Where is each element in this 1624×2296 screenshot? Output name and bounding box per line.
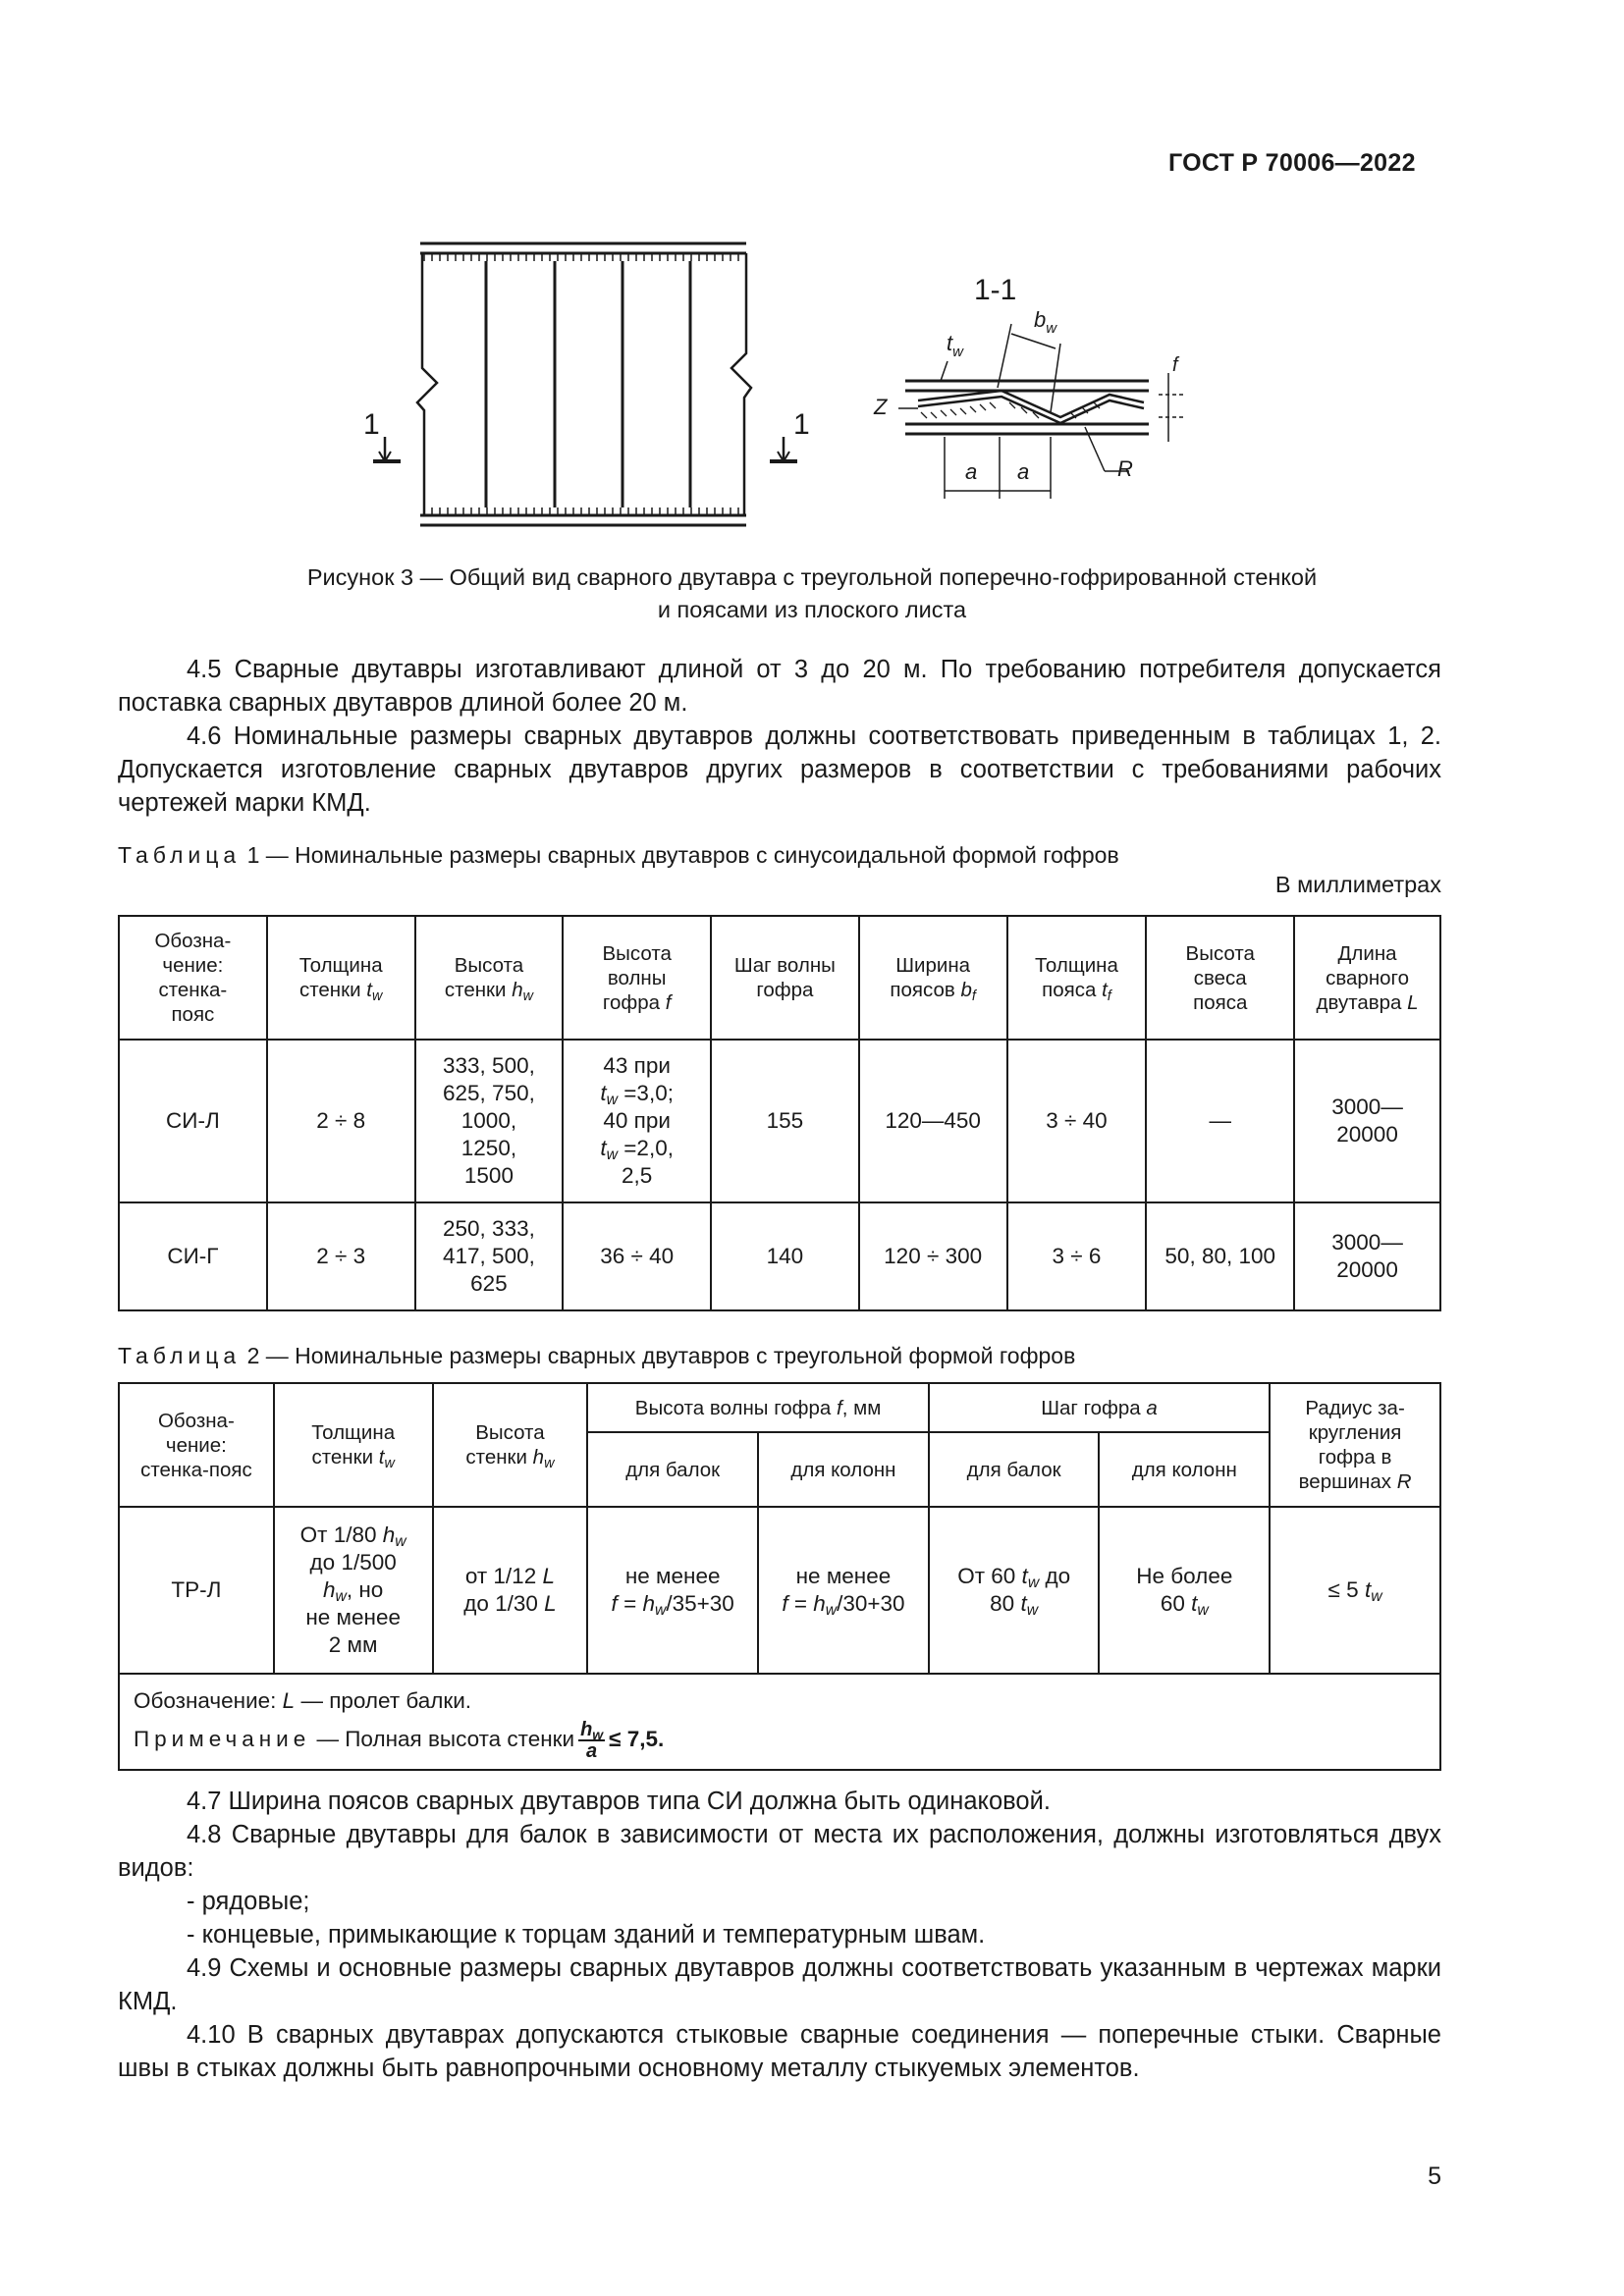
t1-header-flange-width: Ширина поясов $b_f$ bbox=[859, 916, 1007, 1040]
svg-text:a: a bbox=[965, 459, 978, 484]
note-fraction: $\frac{h_w}{a}$ bbox=[580, 1719, 604, 1762]
svg-text:R: R bbox=[1117, 456, 1133, 481]
t2-header-wall-thickness: Толщина стенки $t_w$ bbox=[274, 1383, 433, 1507]
t1-header-overhang: Высота свеса пояса bbox=[1146, 916, 1294, 1040]
section-title: 1-1 bbox=[974, 274, 1017, 306]
t1-header-wall-thickness: Толщина стенки $t_w$ bbox=[267, 916, 415, 1040]
svg-text:tw: $t_w$ bbox=[947, 331, 963, 360]
t1-header-wave-height: Высота волны гофра f bbox=[563, 916, 711, 1040]
table-1-title: Таблица 1 — Номинальные размеры сварных двутавров с синусоидальной формой гофров bbox=[118, 842, 1119, 868]
t2-notes bbox=[119, 1674, 1440, 1770]
paragraph-4-10: 4.10 В сварных двутаврах допускаются стыковые сварные соединения — поперечные стыки. Сварные швы в стыках должны быть равнопрочными основному металлу стыкуемых элементов. bbox=[118, 2021, 1441, 2082]
t2-header-pitch: Шаг гофра a bbox=[929, 1383, 1270, 1432]
table-row: СИ-Г 2 ÷ 3 250, 333, 417, 500, 625 36 ÷ 40 140 120 ÷ 300 3 ÷ 6 50, 80, 100 3000— 20000 bbox=[119, 1202, 1440, 1310]
t1-header-designation: Обозна- чение: стенка- пояс bbox=[119, 916, 267, 1040]
svg-text:bw: $b_w$ bbox=[1034, 307, 1057, 337]
t2-designation-note: Обозначение: L — пролет балки. bbox=[134, 1688, 472, 1713]
table-row: ТР-Л От 1/80 $h_w$ до 1/500 $h_w$, но не менее 2 мм от 1/12 L до 1/30 L не менее $f = h_w/35+30$ не менее $f = h_w/30+30$ От 60 $t_w$ до 80 $t_w$ Не более 60 $t_w$ ≤ 5 $t_w$ bbox=[119, 1507, 1440, 1674]
page-number: 5 bbox=[1428, 2163, 1441, 2190]
svg-text:Z: Z bbox=[874, 395, 888, 419]
t2-header-pitch-columns: для колонн bbox=[1099, 1432, 1270, 1507]
paragraph-4-6: 4.6 Номинальные размеры сварных двутавров должны соответствовать приведенным в таблицах 1, 2. Допускается изготовление сварных двутавров других размеров в соответствии с требованиями рабочих чертежей марки КМД. bbox=[118, 722, 1441, 817]
t2-header-designation: Обозна- чение: стенка-пояс bbox=[119, 1383, 274, 1507]
t1-header-wave-pitch: Шаг волны гофра bbox=[711, 916, 859, 1040]
section-marker-right: 1 bbox=[793, 408, 810, 441]
paragraph-4-8: 4.8 Сварные двутавры для балок в зависимости от места их расположения, должны изготовляться двух видов: bbox=[118, 1821, 1441, 1882]
svg-text:f: f bbox=[1172, 354, 1178, 376]
paragraph-4-5: 4.5 Сварные двутавры изготавливают длиной от 3 до 20 м. По требованию потребителя допускается поставка сварных двутавров длиной более 20 м. bbox=[118, 656, 1441, 717]
table-1-units: В миллиметрах bbox=[1274, 872, 1441, 897]
paragraph-4-9: 4.9 Схемы и основные размеры сварных двутавров должны соответствовать указанным в чертежах марки КМД. bbox=[118, 1954, 1441, 2015]
svg-text:a: a bbox=[1017, 459, 1030, 484]
t2-note: Примечание — Полная высота стенки $\frac{h_w}{a}$ ≤ 7,5. bbox=[134, 1719, 665, 1762]
document-standard-number: ГОСТ Р 70006—2022 bbox=[1168, 149, 1416, 177]
t2-header-wall-height: Высота стенки $h_w$ bbox=[433, 1383, 588, 1507]
t2-header-wave-columns: для колонн bbox=[758, 1432, 929, 1507]
paragraphs-4-7-4-10 bbox=[118, 1785, 1441, 2085]
t1-header-flange-thickness: Толщина пояса $t_f$ bbox=[1007, 916, 1147, 1040]
table-row: СИ-Л 2 ÷ 8 333, 500, 625, 750, 1000, 1250, 1500 43 при $t_w =3,0$; 40 при $t_w =2,0$, 2,5 155 120—450 3 ÷ 40 — 3000— 20000 bbox=[119, 1040, 1440, 1202]
t2-header-wave-height: Высота волны гофра f, мм bbox=[587, 1383, 929, 1432]
paragraphs-4-5-4-6 bbox=[118, 653, 1441, 820]
table-2-title: Таблица 2 — Номинальные размеры сварных двутавров с треугольной формой гофров bbox=[118, 1343, 1076, 1368]
table-2 bbox=[118, 1382, 1441, 1771]
t1-header-wall-height: Высота стенки $h_w$ bbox=[415, 916, 564, 1040]
section-marker-left: 1 bbox=[363, 408, 380, 441]
t2-header-radius: Радиус за- кругления гофра в вершинах R bbox=[1270, 1383, 1440, 1507]
figure-3-drawing bbox=[0, 0, 1624, 550]
table-1 bbox=[118, 915, 1441, 1311]
list-item: - концевые, примыкающие к торцам зданий и температурным швам. bbox=[187, 1921, 986, 1949]
paragraph-4-7: 4.7 Ширина поясов сварных двутавров типа СИ должна быть одинаковой. bbox=[187, 1788, 1051, 1815]
t1-header-length: Длина сварного двутавра L bbox=[1294, 916, 1440, 1040]
t2-header-pitch-beams: для балок bbox=[929, 1432, 1100, 1507]
list-item: - рядовые; bbox=[187, 1888, 310, 1915]
figure-caption: Рисунок 3 — Общий вид сварного двутавра с треугольной поперечно-гофрированной стенкой и поясами из плоского листа bbox=[306, 564, 1318, 622]
t2-header-wave-beams: для балок bbox=[587, 1432, 758, 1507]
